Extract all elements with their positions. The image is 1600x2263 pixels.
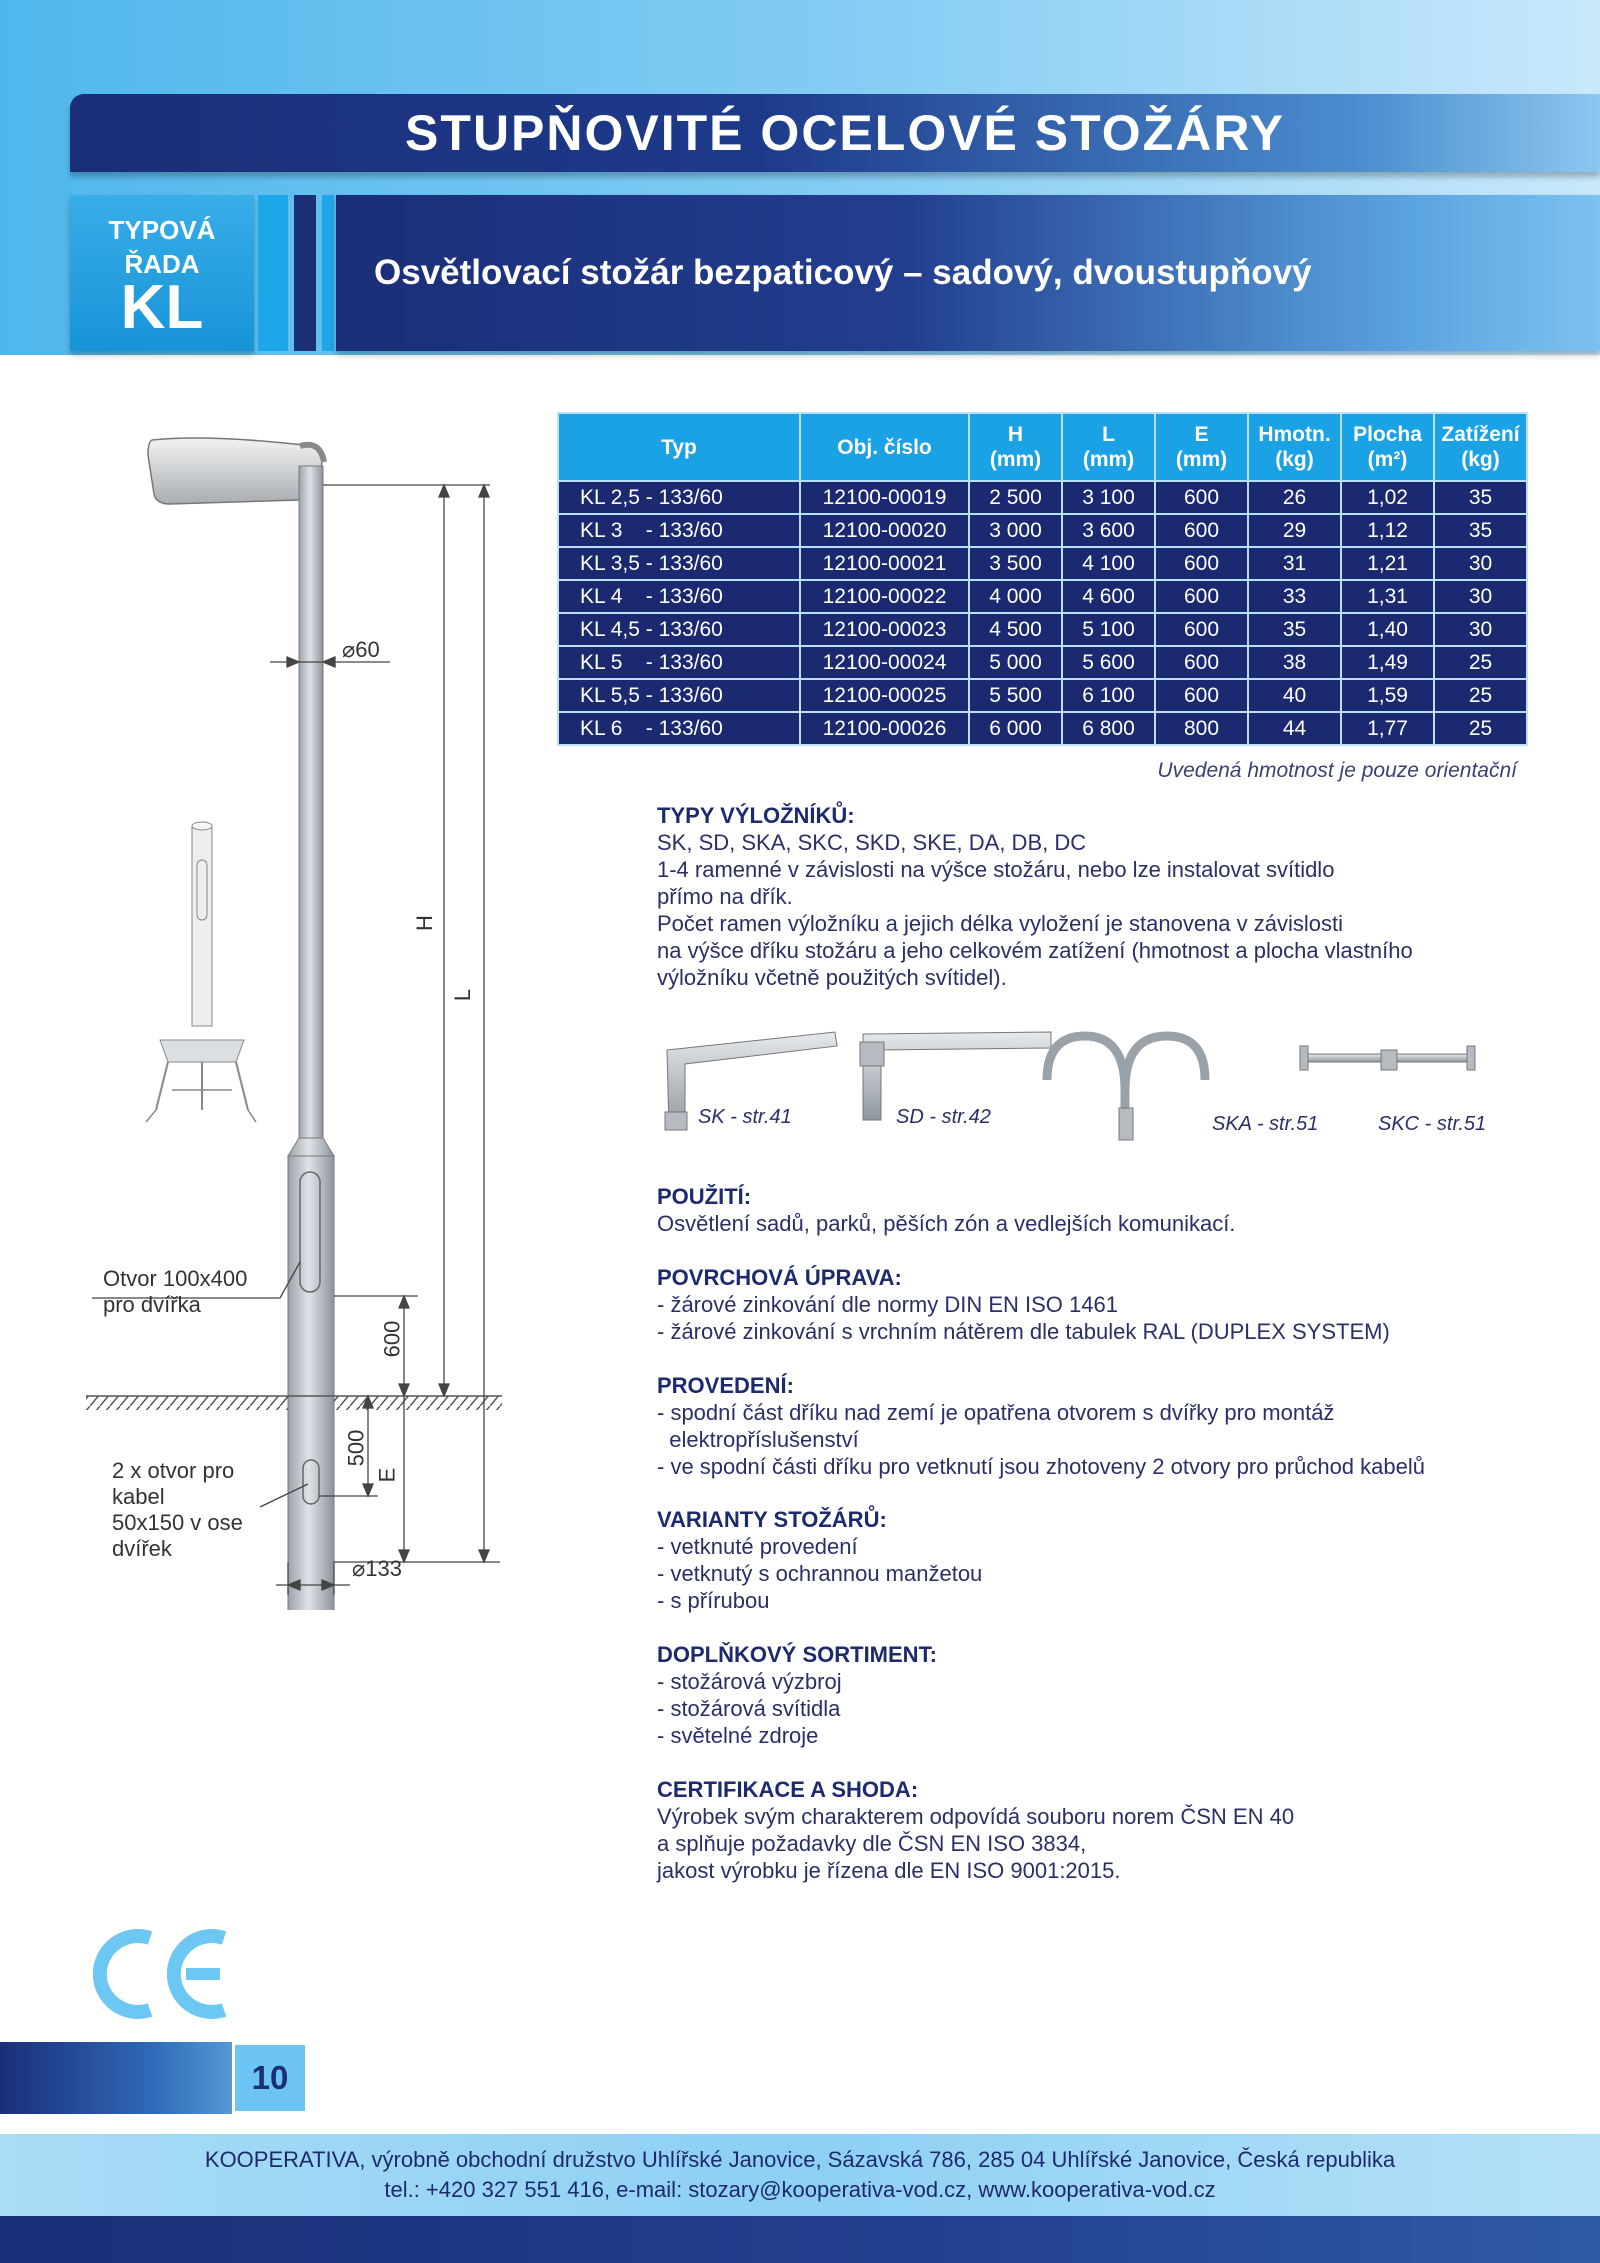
- table-cell: 6 000: [969, 712, 1062, 745]
- arm-code: SKA: [1212, 1113, 1252, 1135]
- badge-stripe: [258, 195, 288, 351]
- column-header-line1: E: [1194, 423, 1209, 446]
- table-cell: 30: [1434, 580, 1527, 613]
- text-line: - ve spodní části dříku pro vetknutí jsou zhotoveny 2 otvory pro průchod kabelů: [657, 1454, 1425, 1479]
- text-line: - s přírubou: [657, 1588, 770, 1613]
- table-cell: 1,02: [1341, 481, 1434, 514]
- table-cell: 5 600: [1062, 646, 1155, 679]
- pole-transition: [288, 1138, 334, 1156]
- table-cell: 1,77: [1341, 712, 1434, 745]
- table-row: [558, 679, 1527, 712]
- page-title: STUPŇOVITÉ OCELOVÉ STOŽÁRY: [405, 105, 1285, 161]
- table-cell: 33: [1248, 580, 1341, 613]
- table-cell: 12100-00023: [800, 613, 969, 646]
- footer-contact: tel.: +420 327 551 416, e-mail: stozary@kooperativa-vod.cz, www.kooperativa-vod.cz: [384, 2177, 1216, 2202]
- table-cell: 12100-00020: [800, 514, 969, 547]
- section-heading: VARIANTY STOŽÁRŮ:: [657, 1507, 887, 1532]
- table-cell: 25: [1434, 679, 1527, 712]
- arm-skc-icon: [1300, 1046, 1475, 1070]
- section-text: [657, 1291, 1557, 1345]
- table-cell: 40: [1248, 679, 1341, 712]
- table-cell: 12100-00025: [800, 679, 969, 712]
- cable-callout: [112, 1458, 243, 1562]
- arm-label-ska: [1212, 1113, 1318, 1136]
- ground-hatch: [334, 1396, 502, 1410]
- section-heading: PROVEDENÍ:: [657, 1373, 794, 1398]
- table-cell: KL 5,5 - 133/60: [558, 679, 800, 712]
- table-cell: KL 3 - 133/60: [558, 514, 800, 547]
- column-header-line1: Typ: [661, 435, 697, 459]
- section-pouziti: [657, 1183, 1557, 1237]
- table-cell: 5 000: [969, 646, 1062, 679]
- series-label-line2: ŘADA: [124, 249, 200, 279]
- table-cell: 44: [1248, 712, 1341, 745]
- door-callout: [103, 1266, 247, 1318]
- table-header-row: [558, 413, 1527, 481]
- spec-table: [557, 412, 1528, 746]
- arm-code: SD: [896, 1106, 924, 1128]
- text-line: - vetknutý s ochrannou manžetou: [657, 1561, 983, 1586]
- text-line: na výšce dříku stožáru a jeho celkovém zatížení (hmotnost a plocha vlastního: [657, 938, 1413, 963]
- table-cell: 600: [1155, 613, 1248, 646]
- section-heading: TYPY VÝLOŽNÍKŮ:: [657, 803, 855, 828]
- column-header: [1155, 413, 1248, 481]
- table-cell: 29: [1248, 514, 1341, 547]
- table-cell: 35: [1434, 514, 1527, 547]
- section-typy: [657, 802, 1557, 991]
- text-line: - žárové zinkování s vrchním nátěrem dle tabulek RAL (DUPLEX SYSTEM): [657, 1319, 1390, 1344]
- table-cell: 600: [1155, 646, 1248, 679]
- text-line: - spodní část dříku nad zemí je opatřena otvorem s dvířky pro montáž: [657, 1400, 1335, 1425]
- column-header: [558, 413, 800, 481]
- section-text: [657, 1533, 1557, 1614]
- column-header: [1248, 413, 1341, 481]
- arm-ref: - str.42: [923, 1106, 991, 1128]
- text-line: a splňuje požadavky dle ČSN EN ISO 3834,: [657, 1831, 1087, 1856]
- diameter-bottom-label: ⌀133: [352, 1556, 402, 1581]
- arm-code: SK: [698, 1106, 725, 1128]
- pole-upper-section: [299, 466, 323, 1138]
- column-header-line2: (m²): [1367, 448, 1408, 471]
- table-cell: 4 000: [969, 580, 1062, 613]
- table-cell: KL 4 - 133/60: [558, 580, 800, 613]
- diameter-top-label: ⌀60: [342, 637, 380, 662]
- text-line: jakost výrobku je řízena dle EN ISO 9001:2015.: [657, 1858, 1121, 1883]
- table-cell: 600: [1155, 514, 1248, 547]
- series-code: KL: [120, 273, 204, 342]
- text-line: - světelné zdroje: [657, 1723, 819, 1748]
- table-cell: 6 100: [1062, 679, 1155, 712]
- table-cell: 600: [1155, 679, 1248, 712]
- table-cell: 12100-00019: [800, 481, 969, 514]
- table-cell: 800: [1155, 712, 1248, 745]
- table-row: [558, 547, 1527, 580]
- table-cell: 31: [1248, 547, 1341, 580]
- section-provedeni: [657, 1372, 1557, 1480]
- table-cell: 600: [1155, 547, 1248, 580]
- page-number-box: [232, 2042, 308, 2114]
- table-row: [558, 712, 1527, 745]
- table-cell: KL 5 - 133/60: [558, 646, 800, 679]
- table-cell: 30: [1434, 613, 1527, 646]
- text-line: - stožárová svítidla: [657, 1696, 841, 1721]
- column-header-line1: L: [1102, 423, 1115, 446]
- table-cell: 3 100: [1062, 481, 1155, 514]
- column-header: [969, 413, 1062, 481]
- dim-500-label: 500: [343, 1429, 369, 1467]
- cable-callout-line1: 2 x otvor pro: [112, 1458, 235, 1483]
- table-cell: 4 500: [969, 613, 1062, 646]
- badge-stripe: [322, 195, 334, 351]
- table-cell: 5 500: [969, 679, 1062, 712]
- dim-e-label: E: [374, 1467, 400, 1483]
- table-cell: 600: [1155, 481, 1248, 514]
- section-varianty: [657, 1506, 1557, 1614]
- title-bar: [70, 94, 1600, 172]
- section-text: [657, 829, 1557, 991]
- table-cell: 4 600: [1062, 580, 1155, 613]
- ce-mark-icon: [92, 1924, 232, 2024]
- table-cell: 12100-00022: [800, 580, 969, 613]
- table-note: Uvedená hmotnost je pouze orientační: [1157, 759, 1517, 782]
- table-cell: 1,31: [1341, 580, 1434, 613]
- series-label-line1: TYPOVÁ: [108, 215, 216, 245]
- bottom-bar: [0, 2216, 1600, 2263]
- table-cell: KL 4,5 - 133/60: [558, 613, 800, 646]
- text-line: přímo na dřík.: [657, 884, 793, 909]
- table-cell: 12100-00021: [800, 547, 969, 580]
- cable-callout-line4: dvířek: [112, 1536, 172, 1561]
- table-cell: 30: [1434, 547, 1527, 580]
- table-row: [558, 646, 1527, 679]
- table-cell: 3 600: [1062, 514, 1155, 547]
- cable-callout-line3: 50x150 v ose: [112, 1510, 243, 1535]
- column-header-line1: H: [1007, 423, 1024, 446]
- column-header: [1434, 413, 1527, 481]
- arm-label-sk: [698, 1106, 792, 1129]
- table-cell: KL 6 - 133/60: [558, 712, 800, 745]
- table-cell: 2 500: [969, 481, 1062, 514]
- text-line: elektropříslušenství: [657, 1427, 859, 1452]
- arm-ref: - str.51: [1419, 1113, 1487, 1135]
- table-cell: 35: [1248, 613, 1341, 646]
- series-badge: [70, 195, 254, 351]
- base-illustration-icon: [146, 822, 256, 1122]
- dim-600-label: 600: [379, 1320, 405, 1358]
- text-line: - žárové zinkování dle normy DIN EN ISO 1461: [657, 1292, 1118, 1317]
- table-cell: 35: [1434, 481, 1527, 514]
- arm-label-skc: [1378, 1113, 1486, 1136]
- text-line: Osvětlení sadů, parků, pěších zón a vedlejších komunikací.: [657, 1211, 1236, 1236]
- arm-ref: - str.51: [1251, 1113, 1319, 1135]
- table-cell: 5 100: [1062, 613, 1155, 646]
- section-text: [657, 1210, 1557, 1237]
- column-header-line1: Hmotn.: [1258, 423, 1331, 446]
- table-cell: 1,59: [1341, 679, 1434, 712]
- table-cell: KL 3,5 - 133/60: [558, 547, 800, 580]
- table-cell: KL 2,5 - 133/60: [558, 481, 800, 514]
- footer-address: KOOPERATIVA, výrobně obchodní družstvo Uhlířské Janovice, Sázavská 786, 285 04 Uhlířské Janovice, Česká republika: [204, 2147, 1396, 2172]
- column-header-line1: Plocha: [1353, 423, 1422, 446]
- pole-drawing: [60, 410, 530, 1610]
- table-cell: 26: [1248, 481, 1341, 514]
- section-heading: CERTIFIKACE A SHODA:: [657, 1777, 919, 1802]
- ground-hatch: [86, 1396, 288, 1410]
- table-row: [558, 580, 1527, 613]
- table-cell: 1,21: [1341, 547, 1434, 580]
- section-povrch: [657, 1264, 1557, 1345]
- table-cell: 3 000: [969, 514, 1062, 547]
- page-subtitle: Osvětlovací stožár bezpaticový – sadový, dvoustupňový: [374, 253, 1312, 292]
- arm-label-sd: [896, 1106, 991, 1129]
- column-header-line2: (mm): [1082, 448, 1135, 471]
- table-cell: 1,40: [1341, 613, 1434, 646]
- table-cell: 6 800: [1062, 712, 1155, 745]
- column-header-line2: (mm): [1175, 448, 1228, 471]
- column-header-line2: (mm): [989, 448, 1042, 471]
- arm-ska-icon: [1047, 1036, 1205, 1140]
- table-cell: 25: [1434, 646, 1527, 679]
- table-cell: 38: [1248, 646, 1341, 679]
- text-line: výložníku včetně použitých svítidel).: [657, 965, 1007, 990]
- section-doplnkovy: [657, 1641, 1557, 1749]
- table-cell: 4 100: [1062, 547, 1155, 580]
- series-badge-label: [70, 213, 254, 281]
- table-row: [558, 514, 1527, 547]
- section-heading: POVRCHOVÁ ÚPRAVA:: [657, 1265, 902, 1290]
- door-callout-line1: Otvor 100x400: [103, 1266, 248, 1291]
- table-row: [558, 613, 1527, 646]
- section-heading: DOPLŇKOVÝ SORTIMENT:: [657, 1642, 937, 1667]
- section-certifikace: [657, 1776, 1557, 1884]
- table-cell: 600: [1155, 580, 1248, 613]
- luminaire-icon: [148, 438, 324, 504]
- table-cell: 12100-00024: [800, 646, 969, 679]
- text-line: SK, SD, SKA, SKC, SKD, SKE, DA, DB, DC: [657, 830, 1087, 855]
- column-header-line2: (kg): [1461, 448, 1500, 471]
- column-header-line1: Obj. číslo: [837, 435, 932, 459]
- arm-code: SKC: [1378, 1113, 1420, 1135]
- arm-ref: - str.41: [724, 1106, 792, 1128]
- table-cell: 25: [1434, 712, 1527, 745]
- section-text: [657, 1399, 1557, 1480]
- pole-lower-section: [288, 1156, 334, 1610]
- table-cell: 3 500: [969, 547, 1062, 580]
- section-text: [657, 1668, 1557, 1749]
- dim-h-label: H: [411, 915, 437, 931]
- text-line: Počet ramen výložníku a jejich délka vyložení je stanovena v závislosti: [657, 911, 1344, 936]
- table-cell: 1,49: [1341, 646, 1434, 679]
- column-header-line1: Zatížení: [1441, 423, 1520, 446]
- cable-callout-line2: kabel: [112, 1484, 165, 1509]
- column-header: [1062, 413, 1155, 481]
- subtitle-bar: [336, 195, 1600, 351]
- column-header-line2: (kg): [1275, 448, 1314, 471]
- column-header: [1341, 413, 1434, 481]
- table-body: [558, 481, 1527, 745]
- section-heading: POUŽITÍ:: [657, 1184, 752, 1209]
- column-header: [800, 413, 969, 481]
- table-row: [558, 481, 1527, 514]
- table-cell: 12100-00026: [800, 712, 969, 745]
- text-line: Výrobek svým charakterem odpovídá souboru norem ČSN EN 40: [657, 1804, 1295, 1829]
- text-line: - stožárová výzbroj: [657, 1669, 842, 1694]
- door-callout-line2: pro dvířka: [103, 1292, 201, 1317]
- table-cell: 1,12: [1341, 514, 1434, 547]
- page-number: 10: [251, 2059, 289, 2096]
- section-text: [657, 1803, 1557, 1884]
- text-line: - vetknuté provedení: [657, 1534, 858, 1559]
- text-line: 1-4 ramenné v závislosti na výšce stožáru, nebo lze instalovat svítidlo: [657, 857, 1335, 882]
- badge-stripe: [294, 195, 316, 351]
- dim-l-label: L: [450, 988, 476, 1002]
